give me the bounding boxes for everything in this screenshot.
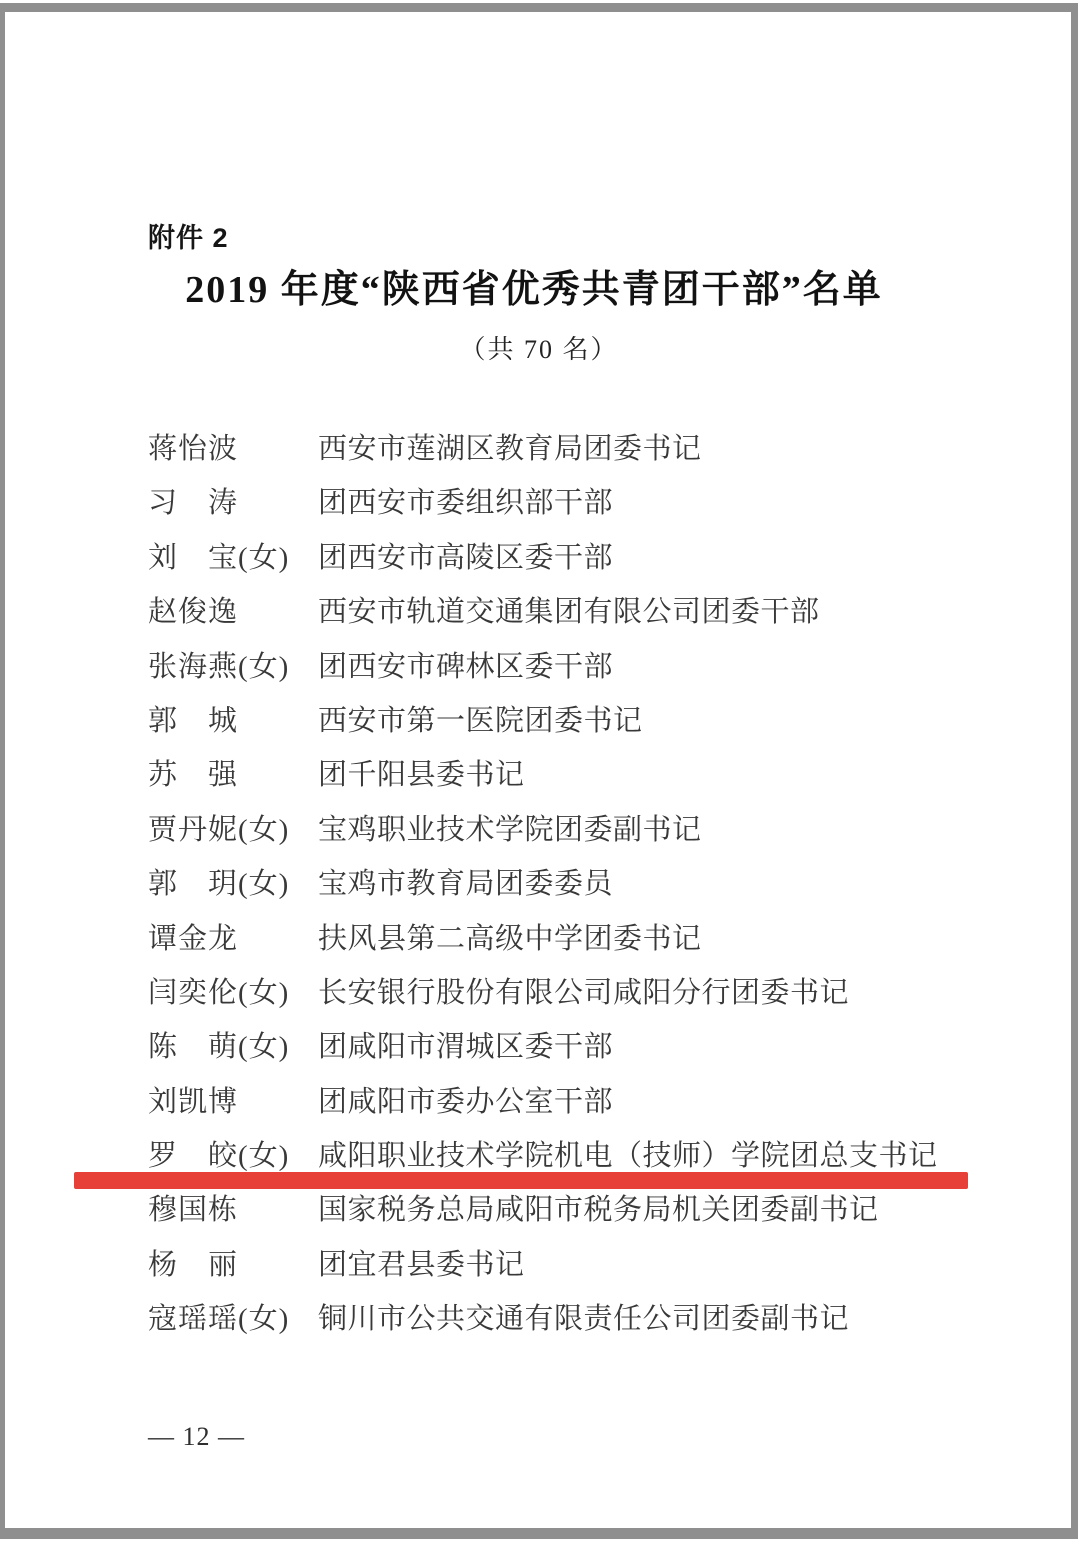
person-name: 闫奕伦(女) bbox=[148, 976, 290, 1009]
person-name: 陈 萌(女) bbox=[148, 1031, 290, 1064]
person-position: 团千阳县委书记 bbox=[318, 759, 525, 792]
list-item bbox=[148, 868, 1008, 922]
person-name: 苏 强 bbox=[148, 759, 239, 792]
list-item bbox=[148, 705, 1008, 759]
person-position: 国家税务总局咸阳市税务局机关团委副书记 bbox=[318, 1194, 879, 1227]
person-position: 团西安市委组织部干部 bbox=[318, 487, 614, 520]
person-position: 团咸阳市委办公室干部 bbox=[318, 1085, 614, 1118]
list-item bbox=[148, 1031, 1008, 1085]
attachment-label: 附件 2 bbox=[148, 223, 229, 253]
list-item bbox=[148, 433, 1008, 487]
person-name: 习 涛 bbox=[148, 487, 239, 520]
person-position: 团西安市碑林区委干部 bbox=[318, 650, 614, 683]
list-item bbox=[148, 651, 1008, 705]
person-position: 长安银行股份有限公司咸阳分行团委书记 bbox=[318, 976, 850, 1009]
person-position: 宝鸡职业技术学院团委副书记 bbox=[318, 813, 702, 846]
list-item bbox=[148, 596, 1008, 650]
person-position: 宝鸡市教育局团委委员 bbox=[318, 868, 614, 901]
person-name: 刘凯博 bbox=[148, 1085, 239, 1118]
highlight-underline bbox=[74, 1172, 968, 1189]
list-item bbox=[148, 1194, 1008, 1248]
list-item bbox=[148, 759, 1008, 813]
person-name: 郭 城 bbox=[148, 704, 239, 737]
person-name: 罗 皎(女) bbox=[148, 1140, 290, 1173]
list-item bbox=[148, 1086, 1008, 1140]
list-item bbox=[148, 1249, 1008, 1303]
person-name: 谭金龙 bbox=[148, 922, 239, 955]
list-item bbox=[148, 487, 1008, 541]
person-position: 团西安市高陵区委干部 bbox=[318, 541, 614, 574]
honor-list bbox=[148, 433, 1008, 1358]
person-name: 张海燕(女) bbox=[148, 650, 290, 683]
list-item bbox=[148, 814, 1008, 868]
person-name: 赵俊逸 bbox=[148, 596, 239, 629]
person-position: 咸阳职业技术学院机电（技师）学院团总支书记 bbox=[318, 1140, 938, 1173]
list-item bbox=[148, 542, 1008, 596]
person-name: 贾丹妮(女) bbox=[148, 813, 290, 846]
person-position: 西安市第一医院团委书记 bbox=[318, 704, 643, 737]
person-name: 郭 玥(女) bbox=[148, 868, 290, 901]
person-position: 团宜君县委书记 bbox=[318, 1248, 525, 1281]
document-title: 2019 年度“陕西省优秀共青团干部”名单 bbox=[185, 269, 883, 311]
person-name: 寇瑶瑶(女) bbox=[148, 1303, 290, 1336]
person-name: 穆国栋 bbox=[148, 1194, 239, 1227]
person-position: 西安市轨道交通集团有限公司团委干部 bbox=[318, 596, 820, 629]
person-position: 扶风县第二高级中学团委书记 bbox=[318, 922, 702, 955]
person-position: 团咸阳市渭城区委干部 bbox=[318, 1031, 614, 1064]
list-item bbox=[148, 977, 1008, 1031]
person-name: 杨 丽 bbox=[148, 1248, 239, 1281]
person-position: 铜川市公共交通有限责任公司团委副书记 bbox=[318, 1303, 850, 1336]
list-item bbox=[148, 923, 1008, 977]
person-name: 刘 宝(女) bbox=[148, 541, 290, 574]
person-name: 蒋怡波 bbox=[148, 433, 239, 465]
page-number: — 12 — bbox=[148, 1422, 245, 1451]
document-subtitle: （共 70 名） bbox=[459, 335, 619, 364]
person-position: 西安市莲湖区教育局团委书记 bbox=[318, 433, 702, 465]
list-item bbox=[148, 1303, 1008, 1357]
